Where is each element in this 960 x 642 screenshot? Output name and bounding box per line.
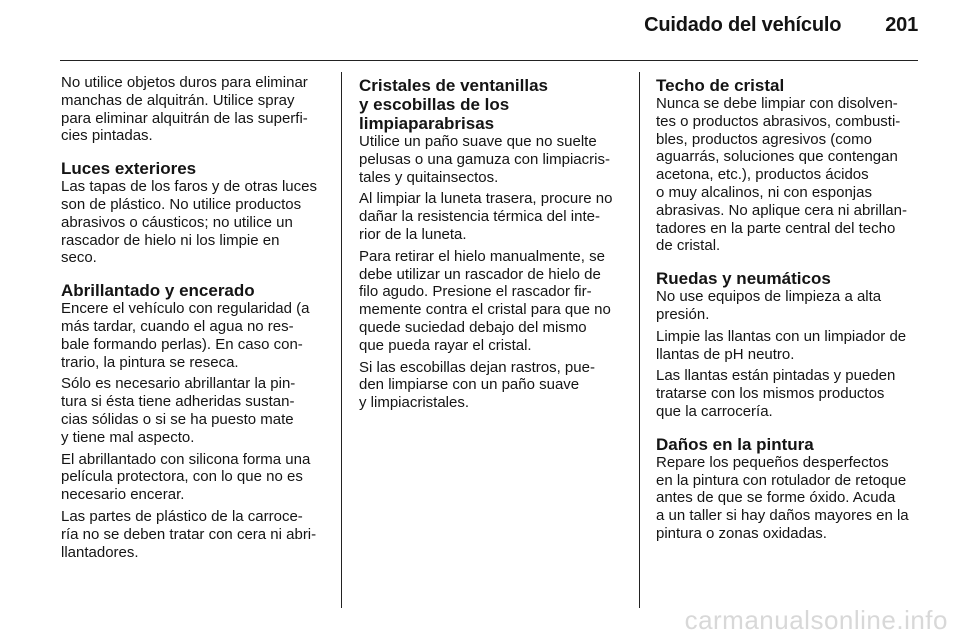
column-divider-2	[639, 72, 640, 608]
heading-ruedas: Ruedas y neumáticos	[656, 269, 831, 289]
page-number: 201	[885, 14, 918, 36]
text-line: que la carrocería.	[656, 402, 773, 420]
text-line: Al limpiar la luneta trasera, procure no	[359, 190, 613, 208]
column-divider-1	[341, 72, 342, 608]
text-line: abrasivas. No aplique cera ni abrillan‐	[656, 201, 907, 219]
text-line: quede suciedad debajo del mismo	[359, 318, 587, 336]
watermark: carmanualsonline.info	[684, 605, 948, 635]
intro-paragraph	[61, 74, 331, 145]
text-line: película protectora, con lo que no es	[61, 468, 303, 486]
text-line: llantadores.	[61, 543, 139, 561]
text-line: Si las escobillas dejan rastros, pue‐	[359, 358, 595, 376]
text-line: y limpiacristales.	[359, 394, 470, 412]
text-line: filo agudo. Presione el rascador fir‐	[359, 283, 592, 301]
text-line: memente contra el cristal para que no	[359, 301, 611, 319]
heading-abrillantado: Abrillantado y encerado	[61, 281, 255, 301]
text-line: Encere el vehículo con regularidad (a	[61, 300, 310, 318]
text-line: rior de la luneta.	[359, 225, 467, 243]
text-line: y tiene mal aspecto.	[61, 428, 195, 446]
text-line: Cristales de ventanillas	[359, 76, 548, 95]
text-line: Para retirar el hielo manualmente, se	[359, 247, 605, 265]
text-line: antes de que se forme óxido. Acuda	[656, 489, 896, 507]
text-line: acetona, etc.), productos ácidos	[656, 166, 869, 184]
text-line: Las partes de plástico de la carroce‐	[61, 507, 303, 525]
text-line: Nunca se debe limpiar con disolven‐	[656, 95, 898, 112]
text-line: Repare los pequeños desperfectos	[656, 453, 889, 471]
text-line: que pueda rayar el cristal.	[359, 336, 532, 354]
text-line: tales y quitainsectos.	[359, 168, 499, 186]
text-line: para eliminar alquitrán de las superfi‐	[61, 109, 308, 127]
text-line: son de plástico. No utilice productos	[61, 195, 302, 213]
danos-paragraph	[656, 454, 928, 543]
luces-paragraph	[61, 178, 331, 267]
column-1	[61, 74, 331, 565]
text-line: de cristal.	[656, 237, 721, 255]
heading-danos-pintura: Daños en la pintura	[656, 434, 814, 454]
text-line: tura si ésta tiene adheridas sustan‐	[61, 393, 295, 411]
text-line: tratarse con los mismos productos	[656, 385, 885, 403]
text-line: debe utilizar un rascador de hielo de	[359, 265, 601, 283]
text-line: No use equipos de limpieza a alta	[656, 288, 882, 306]
techo-paragraph	[656, 95, 928, 255]
text-line: limpiaparabrisas	[359, 114, 495, 133]
text-line: o muy alcalinos, ni con esponjas	[656, 183, 872, 201]
header-rule	[60, 60, 918, 61]
abrillantado-paragraph-2	[61, 375, 331, 446]
text-line: Las tapas de los faros y de otras luces	[61, 178, 317, 196]
text-line: manchas de alquitrán. Utilice spray	[61, 91, 295, 109]
text-line: bale formando perlas). En caso con‐	[61, 335, 303, 353]
text-line: y escobillas de los	[359, 95, 510, 114]
text-line: Las llantas están pintadas y pueden	[656, 367, 896, 385]
column-2	[359, 74, 631, 416]
ruedas-paragraph-3	[656, 367, 928, 420]
text-line: en la pintura con rotulador de retoque	[656, 471, 907, 489]
heading-cristales	[359, 76, 631, 133]
text-line: rascador de hielo ni los limpie en	[61, 231, 280, 249]
text-line: Utilice un paño suave que no suelte	[359, 133, 597, 150]
cristales-paragraph-2	[359, 190, 631, 243]
text-line: El abrillantado con silicona forma una	[61, 450, 311, 468]
abrillantado-paragraph-3	[61, 451, 331, 504]
text-line: pelusas o una gamuza con limpiacris‐	[359, 150, 610, 168]
text-line: ría no se deben tratar con cera ni abri‐	[61, 525, 317, 543]
text-line: presión.	[656, 305, 710, 323]
page-header	[644, 14, 918, 37]
text-line: abrasivos o cáusticos; no utilice un	[61, 213, 293, 231]
text-line: pintura o zonas oxidadas.	[656, 524, 827, 542]
cristales-paragraph-3	[359, 248, 631, 355]
abrillantado-paragraph-4	[61, 508, 331, 561]
heading-techo-cristal: Techo de cristal	[656, 76, 785, 95]
section-title: Cuidado del vehículo	[644, 14, 842, 36]
abrillantado-paragraph-1	[61, 300, 331, 371]
text-line: necesario encerar.	[61, 486, 185, 504]
cristales-paragraph-1	[359, 133, 631, 186]
text-line: No utilice objetos duros para eliminar	[61, 74, 308, 91]
text-line: cias sólidas o si se ha puesto mate	[61, 410, 294, 428]
text-line: más tardar, cuando el agua no res‐	[61, 317, 294, 335]
ruedas-paragraph-1	[656, 288, 928, 324]
text-line: tadores en la parte central del techo	[656, 219, 896, 237]
ruedas-paragraph-2	[656, 328, 928, 364]
text-line: a un taller si hay daños mayores en la	[656, 507, 909, 525]
cristales-paragraph-4	[359, 359, 631, 412]
text-line: Limpie las llantas con un limpiador de	[656, 327, 907, 345]
text-line: seco.	[61, 249, 97, 267]
text-line: llantas de pH neutro.	[656, 345, 795, 363]
column-3	[656, 74, 928, 547]
text-line: aguarrás, soluciones que contengan	[656, 148, 898, 166]
text-line: dañar la resistencia térmica del inte‐	[359, 208, 600, 226]
text-line: cies pintadas.	[61, 127, 153, 145]
text-line: trario, la pintura se reseca.	[61, 353, 239, 371]
text-line: den limpiarse con un paño suave	[359, 376, 580, 394]
text-line: bles, productos agresivos (como	[656, 130, 872, 148]
text-line: tes o productos abrasivos, combusti‐	[656, 112, 901, 130]
text-line: Sólo es necesario abrillantar la pin‐	[61, 375, 296, 393]
heading-luces-exteriores: Luces exteriores	[61, 159, 197, 179]
